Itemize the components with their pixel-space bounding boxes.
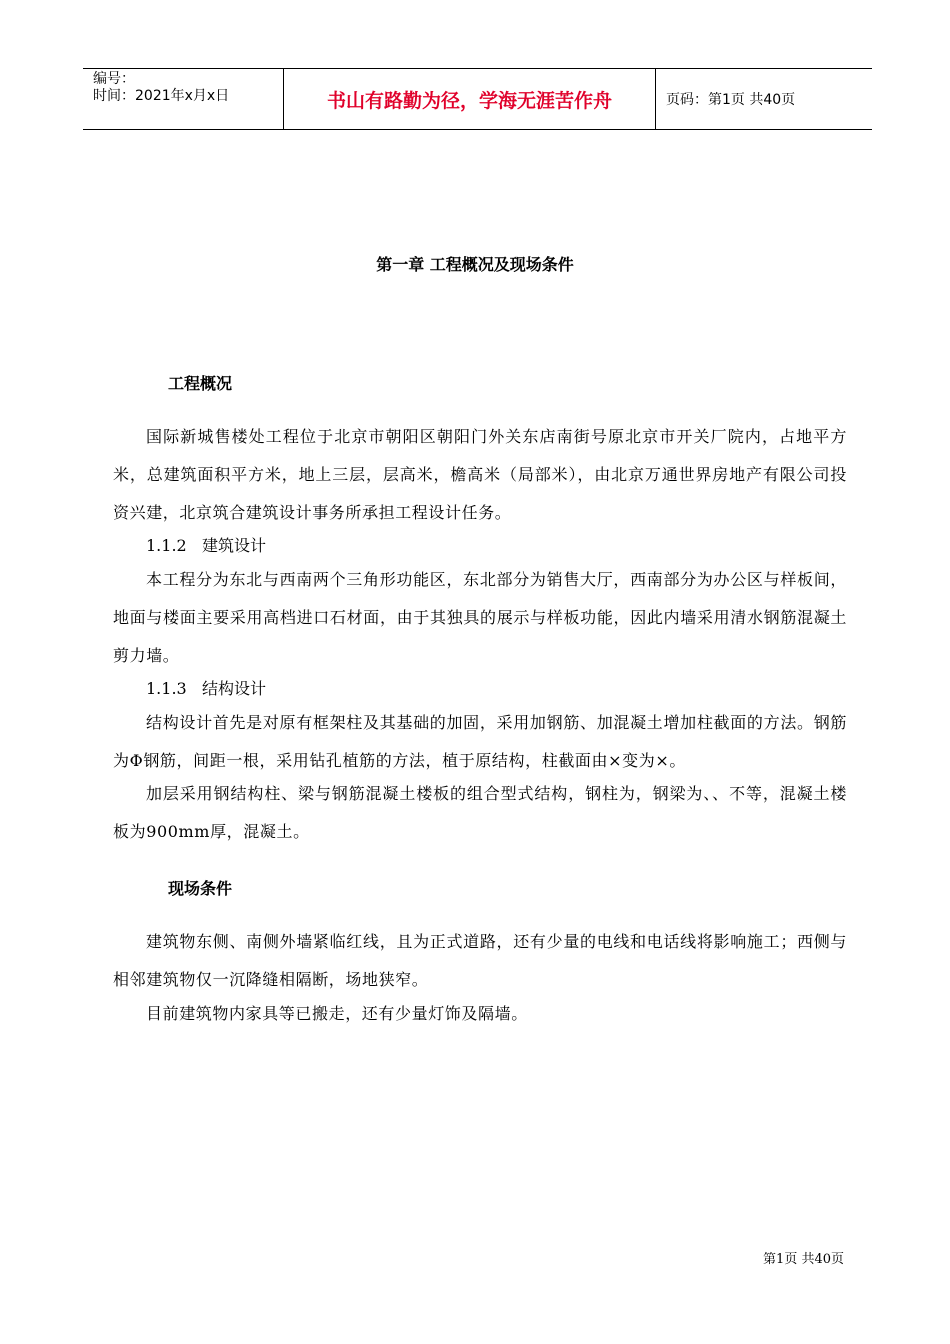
architecture-paragraph: 本工程分为东北与西南两个三角形功能区，东北部分为销售大厅，西南部分为办公区与样板间，地面与楼面主要采用高档进口石材面，由于其独具的展示与样板功能，因此内墙采用清水钢筋混凝土剪力墙。 <box>113 570 847 665</box>
chapter-title: 第一章 工程概况及现场条件 <box>376 255 574 274</box>
section-heading-site-conditions: 现场条件 <box>168 879 233 898</box>
header-meta <box>83 69 284 129</box>
section-heading-overview: 工程概况 <box>168 374 233 393</box>
overview-paragraph: 国际新城售楼处工程位于北京市朝阳区朝阳门外关东店南街号原北京市开关厂院内，占地平方米，总建筑面积平方米，地上三层，层高米，檐高米（局部米），由北京万通世界房地产有限公司投资兴建，北京筑合建筑设计事务所承担工程设计任务。 <box>113 427 847 522</box>
header-page-info: 页码：第1页 共40页 <box>666 92 796 108</box>
structure-paragraph-1: 结构设计首先是对原有框架柱及其基础的加固，采用加钢筋、加混凝土增加柱截面的方法。钢筋为Φ钢筋，间距一根，采用钻孔植筋的方法，植于原结构，柱截面由×变为×。 <box>113 713 847 770</box>
document-date: 时间：2021年x月x日 <box>93 88 230 104</box>
site-conditions-paragraph-1: 建筑物东侧、南侧外墙紧临红线，且为正式道路，还有少量的电线和电话线将影响施工；西侧与相邻建筑物仅一沉降缝相隔断，场地狭窄。 <box>113 932 847 989</box>
header-motto: 书山有路勤为径，学海无涯苦作舟 <box>284 69 656 129</box>
page-footer: 第1页 共40页 <box>763 1252 844 1267</box>
document-number-label: 编号： <box>93 71 135 87</box>
structure-paragraph-2: 加层采用钢结构柱、梁与钢筋混凝土楼板的组合型式结构，钢柱为，钢梁为、、不等，混凝土楼板为900mm厚，混凝土。 <box>113 784 847 841</box>
page-header <box>83 68 872 130</box>
subsection-title-structure: 1.1.3 结构设计 <box>146 679 266 698</box>
site-conditions-paragraph-2: 目前建筑物内家具等已搬走，还有少量灯饰及隔墙。 <box>146 1004 528 1023</box>
subsection-title-architecture: 1.1.2 建筑设计 <box>146 536 266 555</box>
